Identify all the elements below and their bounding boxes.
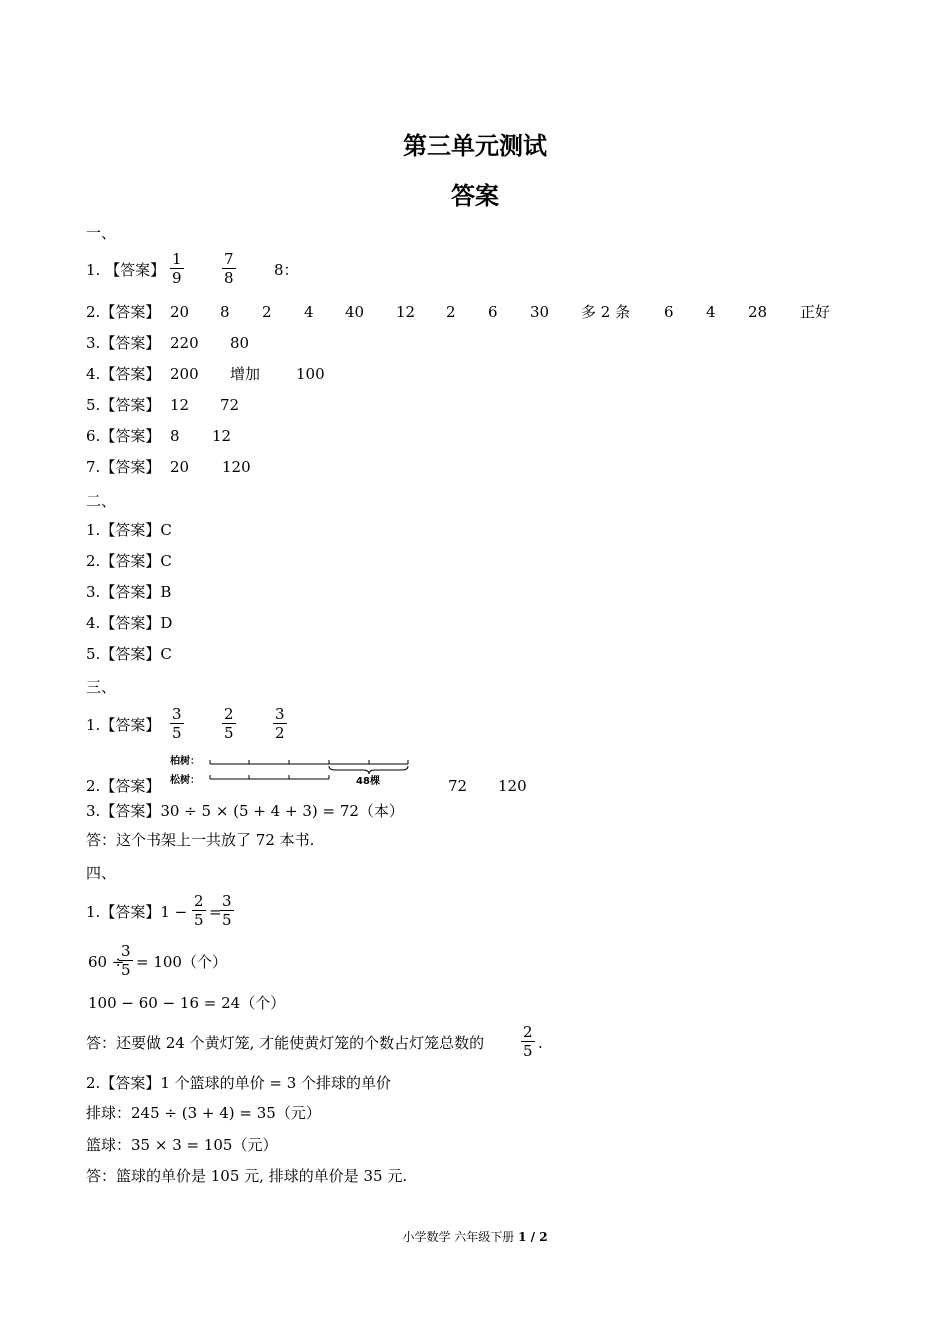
answer-value: 28 xyxy=(748,303,768,321)
answer-value: 2 xyxy=(262,303,272,321)
period: . xyxy=(538,1034,543,1052)
diagram-label-cypress: 柏树： xyxy=(170,756,200,767)
answer-1-5: 5.【答案】 xyxy=(86,396,161,414)
page-number: 1 / 2 xyxy=(518,1230,548,1244)
fraction: $\frac{3}{5}$ xyxy=(121,942,131,979)
footer-text: 小学数学 六年级下册 xyxy=(402,1230,515,1244)
brace-label: 48棵 xyxy=(356,776,380,787)
answer-value: 12 xyxy=(170,396,190,414)
answer-1-4: 4.【答案】 xyxy=(86,365,161,383)
answer-value: 80 xyxy=(230,334,250,352)
answer-value: 200 xyxy=(170,365,199,383)
section-one-heading: 一、 xyxy=(86,224,117,242)
answer-3-2: 2.【答案】 xyxy=(86,777,161,795)
answer-value: 2 xyxy=(446,303,456,321)
answer-1-2: 2.【答案】 xyxy=(86,303,161,321)
answer-value: 30 xyxy=(530,303,550,321)
answer-4-2-reply: 答：篮球的单价是 105 元, 排球的单价是 35 元. xyxy=(86,1167,408,1185)
answer-value: 增加 xyxy=(230,365,261,383)
calc-line: 60 ÷ xyxy=(88,953,125,971)
answer-value: 20 xyxy=(170,458,190,476)
answer-value: 8 xyxy=(170,427,180,445)
calc-line: 篮球：35 × 3 = 105（元） xyxy=(86,1136,278,1154)
answer-4-2: 2.【答案】1 个篮球的单价 = 3 个排球的单价 xyxy=(86,1074,392,1092)
answer-2-2: 2.【答案】C xyxy=(86,552,172,570)
fraction: $\frac{3}{5}$ xyxy=(222,892,232,929)
answer-value: 72 xyxy=(220,396,240,414)
fraction: $\frac{2}{5}$ xyxy=(224,705,234,742)
answer-1-6: 6.【答案】 xyxy=(86,427,161,445)
page-title: 第三单元测试 xyxy=(403,132,547,160)
equals: = xyxy=(209,903,222,921)
answer-2-5: 5.【答案】C xyxy=(86,645,172,663)
answer-value: 120 xyxy=(498,777,527,795)
answer-2-4: 4.【答案】D xyxy=(86,614,173,632)
answer-value: 72 xyxy=(448,777,468,795)
segment-diagram xyxy=(170,752,415,788)
answer-2-3: 3.【答案】B xyxy=(86,583,172,601)
answer-3-3: 3.【答案】30 ÷ 5 × (5 + 4 + 3) = 72（本） xyxy=(86,802,404,820)
answer-value: 20 xyxy=(170,303,190,321)
answer-value: 正好 xyxy=(800,303,831,321)
answer-value: 6 xyxy=(488,303,498,321)
answer-value: 多 2 条 xyxy=(581,303,631,321)
answer-2-1: 1.【答案】C xyxy=(86,521,172,539)
answer-value: 4 xyxy=(706,303,716,321)
fraction: $\frac{3}{2}$ xyxy=(275,705,285,742)
answer-1-3: 3.【答案】 xyxy=(86,334,161,352)
answer-value: 8 xyxy=(220,303,230,321)
section-two-heading: 二、 xyxy=(86,492,117,510)
section-four-heading: 四、 xyxy=(86,864,117,882)
answer-value: 12 xyxy=(396,303,416,321)
answer-prefix: 【答案】 xyxy=(105,261,166,279)
fraction: $\frac{3}{5}$ xyxy=(172,705,182,742)
answer-value: 120 xyxy=(222,458,251,476)
answer-3-3-reply: 答：这个书架上一共放了 72 本书. xyxy=(86,831,315,849)
answer-value: 40 xyxy=(345,303,365,321)
brace xyxy=(329,766,408,774)
answer-value: 100 xyxy=(296,365,325,383)
calc-line: 排球：245 ÷ (3 + 4) = 35（元） xyxy=(86,1104,321,1122)
answer-1-7: 7.【答案】 xyxy=(86,458,161,476)
fraction: $\frac{2}{5}$ xyxy=(194,892,204,929)
calc-line: 100 − 60 − 16 = 24（个） xyxy=(88,994,286,1012)
page-footer xyxy=(0,1228,950,1245)
answer-value: 6 xyxy=(664,303,674,321)
answer-4-1-reply: 答：还要做 24 个黄灯笼, 才能使黄灯笼的个数占灯笼总数的 xyxy=(86,1034,485,1052)
fraction: $\frac{7}{8}$ xyxy=(224,250,234,287)
answer-value: 12 xyxy=(212,427,232,445)
answer-4-1: 1.【答案】1 − xyxy=(86,903,188,921)
page-subtitle: 答案 xyxy=(451,182,499,210)
answer-1-1 xyxy=(86,260,165,280)
fraction: $\frac{1}{9}$ xyxy=(172,250,182,287)
calc-line: = 100（个） xyxy=(136,953,227,971)
answer-value: 8： xyxy=(274,261,299,279)
section-three-heading: 三、 xyxy=(86,678,117,696)
answer-value: 4 xyxy=(304,303,314,321)
answer-value: 220 xyxy=(170,334,199,352)
question-number: 1. xyxy=(86,261,101,279)
diagram-label-pine: 松树： xyxy=(170,775,200,786)
answer-3-1: 1.【答案】 xyxy=(86,716,161,734)
fraction: $\frac{2}{5}$ xyxy=(523,1023,533,1060)
